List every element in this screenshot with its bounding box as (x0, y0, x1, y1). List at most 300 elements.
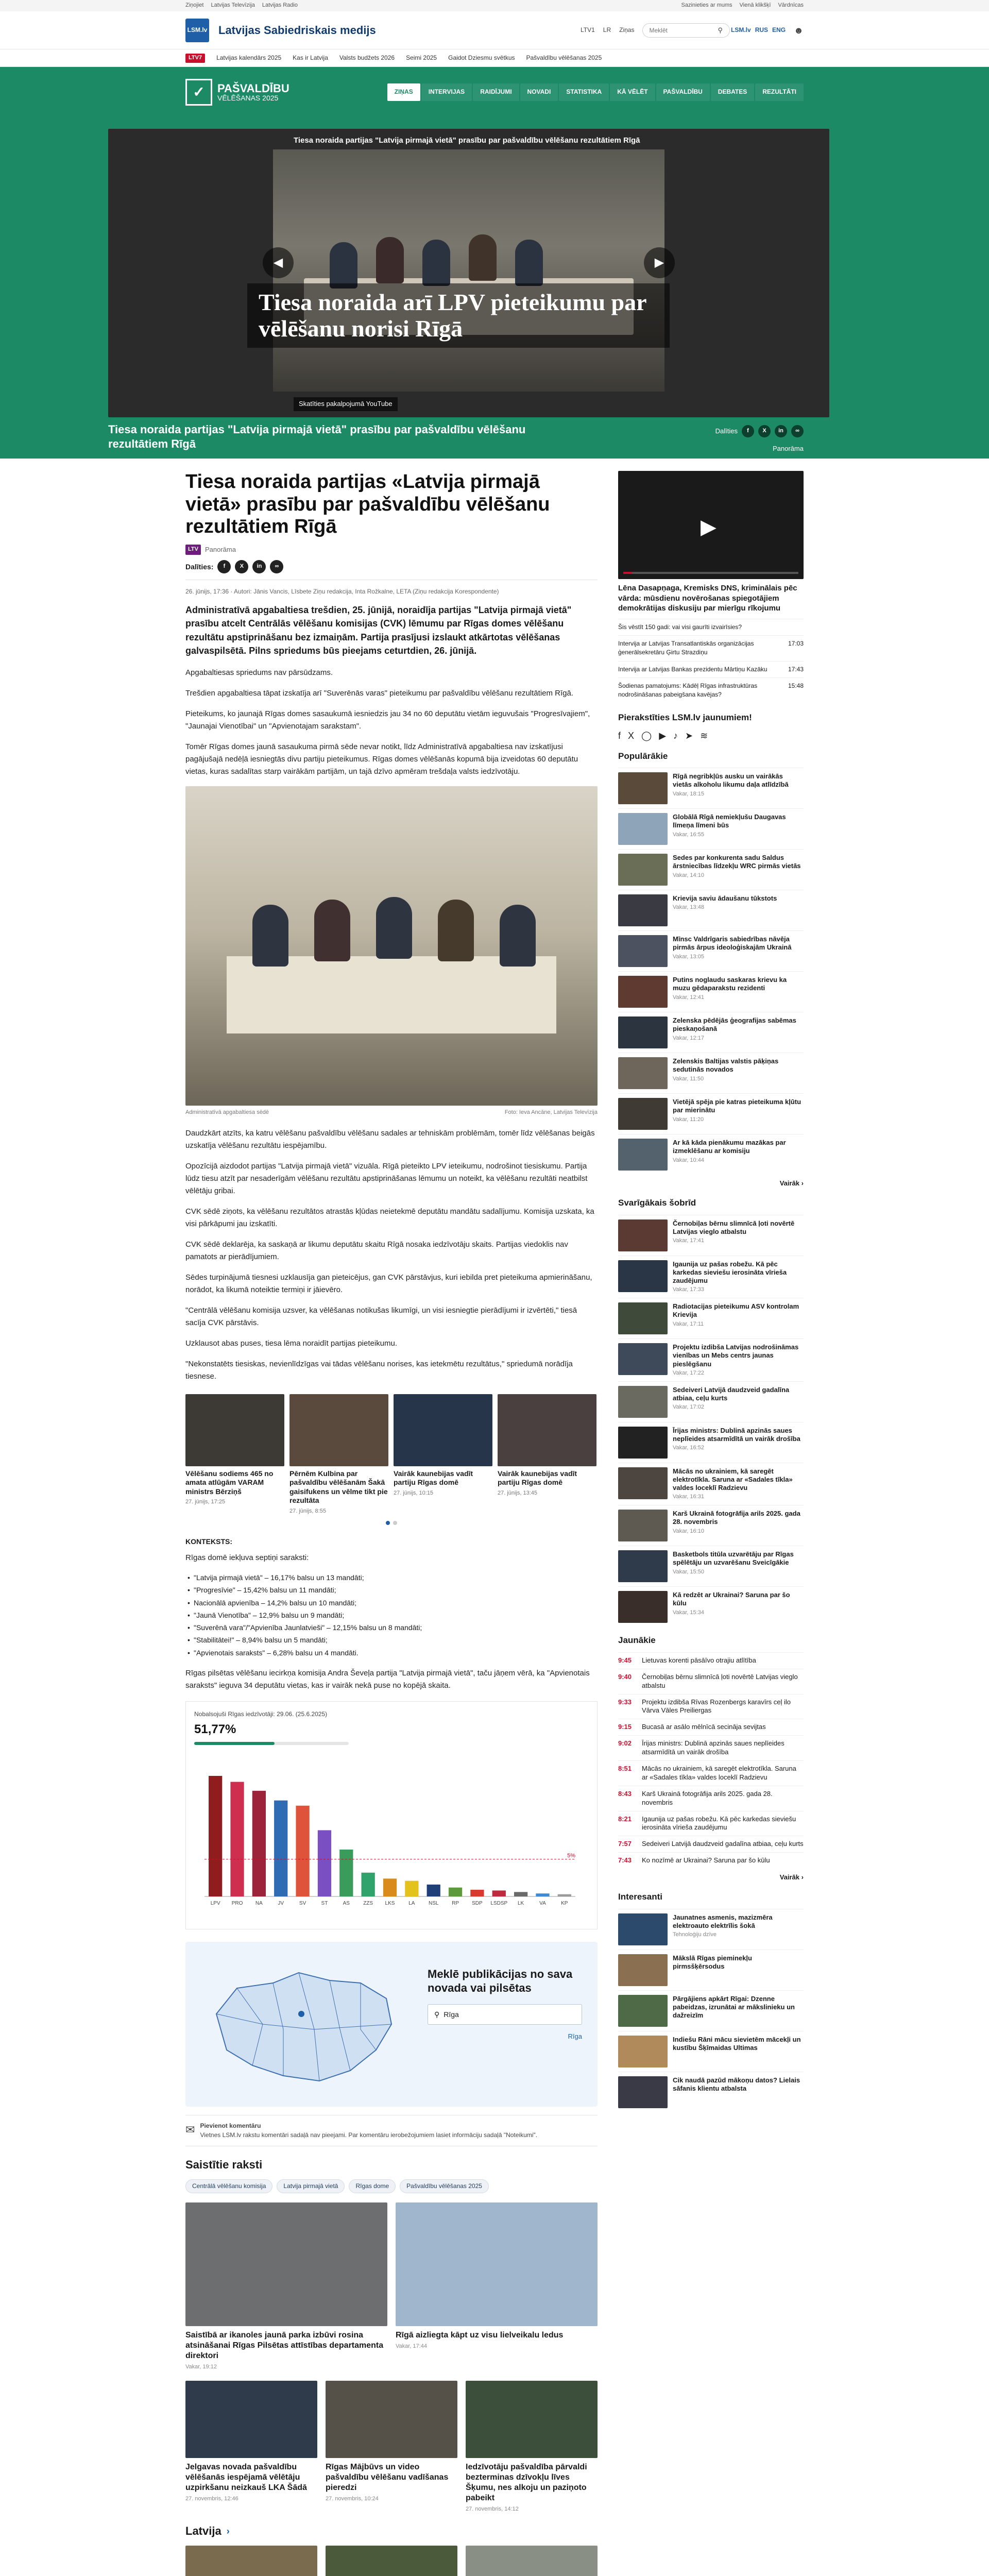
chart-bar[interactable] (470, 1890, 484, 1896)
person-shape (376, 237, 404, 283)
lang-en[interactable]: ENG (772, 26, 786, 34)
interesting-item[interactable] (618, 1950, 804, 1990)
popular-item-title: Vietējā spēja pie katras pieteikuma kļūtu par mierinātu (673, 1098, 802, 1114)
body-paragraph: "Nekonstatēts tiesiskas, nevienlīdzīgas vai tādas vēlēšanu norises, kas ietekmētu rezultātus," spriedumā norādīja tiesnese. (185, 1359, 573, 1381)
person-shape (252, 905, 288, 967)
important-item[interactable] (618, 1381, 804, 1422)
important-item-date: Vakar, 17:02 (673, 1404, 704, 1411)
latest-title-text: Lietuvas korenti pāsāīvo otrajiu atlītība (642, 1656, 756, 1664)
user-icon[interactable]: ☻ (794, 25, 804, 36)
related-card[interactable] (394, 1394, 492, 1516)
popular-item[interactable] (618, 971, 804, 1012)
related-title: Pērnēm Kulbina par pašvaldību vēlēšanām Šakā gaisifukens un vēlme tikt pie rezultāta (289, 1469, 388, 1505)
chart-bar[interactable] (536, 1893, 549, 1896)
popular-item[interactable] (618, 1053, 804, 1093)
election-nav-item[interactable]: NOVADI (520, 83, 558, 100)
latest-time: 9:15 (618, 1723, 632, 1731)
chart-category-label: SV (299, 1901, 306, 1907)
result-item: • "Stabilitātei!" – 8,94% balsu un 5 mandāti; (185, 1635, 598, 1645)
video-frame[interactable] (108, 129, 829, 417)
popular-heading (618, 750, 804, 763)
important-item-title: Sedeiveri Latvijā daudzveid gadalīna atbiaa, ceļu kurts (673, 1385, 790, 1402)
chart-category-label: LK (518, 1901, 524, 1907)
latest-item[interactable] (618, 1719, 804, 1735)
next-arrow-icon[interactable]: ▶ (644, 247, 675, 278)
tag[interactable]: Centrālā vēlēšanu komisija (185, 2179, 272, 2193)
interesting-item-title: Jaunatnes asmenis, mazizmēra elektroauto elektrīlis šokā (673, 1913, 773, 1929)
latest-item[interactable] (618, 1669, 804, 1694)
popular-item-date: Vakar, 10:44 (673, 1157, 704, 1163)
more-link[interactable] (618, 1873, 804, 1883)
link-icon[interactable]: ∞ (270, 560, 283, 573)
main-content (185, 459, 804, 2576)
latest-time: 8:51 (618, 1764, 632, 1772)
popular-item-date: Vakar, 12:17 (673, 1035, 704, 1041)
source-link[interactable]: Panorāma (204, 545, 236, 553)
play-icon[interactable]: ▶ (701, 516, 717, 538)
language-switcher (731, 26, 786, 35)
chart-bar[interactable] (449, 1888, 462, 1896)
interesting-title: Interesanti (618, 1891, 662, 1902)
card-image (326, 2546, 457, 2576)
results-bar-chart (194, 1752, 586, 1917)
chart-bar[interactable] (427, 1885, 440, 1896)
hero-share (715, 425, 804, 437)
hero-program-link[interactable]: Panorāma (773, 445, 804, 452)
result-item: • "Apvienotais saraksts" – 6,28% balsu un 4 mandāti. (185, 1648, 598, 1658)
latest-item[interactable] (618, 1760, 804, 1786)
latest-time: 9:33 (618, 1698, 632, 1706)
chart-bar[interactable] (339, 1850, 353, 1896)
chart-category-label: LA (408, 1901, 415, 1907)
chart-bar[interactable] (230, 1782, 244, 1896)
live-badge[interactable]: LTV7 (185, 54, 205, 63)
topic-link[interactable]: Seimi 2025 (406, 54, 437, 62)
topic-link[interactable]: Kas ir Latvija (293, 54, 328, 62)
chart-bar[interactable] (252, 1791, 266, 1896)
election-logo[interactable] (185, 79, 289, 106)
popular-item[interactable] (618, 890, 804, 930)
important-thumb (618, 1302, 668, 1334)
video-caption: Tiesa noraida arī LPV pieteikumu par vēlēšanu norisi Rīgā (247, 283, 670, 348)
masthead-right (581, 23, 804, 38)
chart-category-label: ZZS (363, 1901, 373, 1907)
chart-category-label: NA (255, 1901, 263, 1907)
related-card[interactable] (289, 1394, 388, 1516)
topic-strip (0, 49, 989, 67)
interesting-thumb (618, 1995, 668, 2027)
results-list (185, 1572, 598, 1658)
site-title[interactable]: Latvijas Sabiedriskais medijs (218, 24, 376, 37)
region-link[interactable]: Rīga (568, 2032, 582, 2041)
chart-title: Nobalsojuši Rīgas iedzīvotāji: 29.06. (25.6.2025) (194, 1710, 328, 1718)
latvia-map-svg (196, 1952, 402, 2096)
video-list-item[interactable] (618, 661, 804, 677)
election-subtitle: VĒLĒŠANAS 2025 (217, 94, 279, 103)
chart-bar[interactable] (492, 1891, 506, 1897)
election-nav-item[interactable]: INTERVIJAS (421, 83, 472, 100)
sidebar-video-title[interactable]: Lēna Dasapņaga, Kremisks DNS, kriminālais pēc vārda: mūsdienu novērošanas spiegotājiem demokrātijas diskusiju par mierīgu rīkojumu (618, 584, 797, 613)
news-card[interactable] (326, 2381, 457, 2514)
election-nav (387, 83, 804, 100)
util-left (185, 2, 298, 10)
important-item-date: Vakar, 16:10 (673, 1528, 704, 1534)
news-card[interactable] (466, 2546, 598, 2576)
video-list-item[interactable] (618, 677, 804, 703)
topic-link[interactable]: Latvijas kalendārs 2025 (216, 54, 282, 62)
card-title: Iedzīvotāju pašvaldība pārvaldi bezterminas dzīvokļu līves Šķumu, nes alkoju un paziņoto pabeikt (466, 2463, 587, 2503)
facebook-icon[interactable]: f (742, 425, 754, 437)
election-nav-item[interactable]: PAŠVALDĪBU (656, 83, 710, 100)
video-list-title: Intervija ar Latvijas Bankas prezidentu Mārtiņu Kazāku (618, 665, 768, 673)
election-banner (185, 67, 804, 117)
popular-item[interactable] (618, 1012, 804, 1053)
related-date: 27. jūnijs, 17:25 (185, 1499, 226, 1505)
related-carousel (185, 1394, 598, 1516)
more-label: Vairāk (779, 1873, 800, 1882)
telegram-icon[interactable]: ➤ (685, 731, 693, 741)
popular-item-title: Zelenska pēdējās ģeografijas sabēmas pieskaņošanā (673, 1016, 796, 1033)
news-card[interactable] (396, 2202, 598, 2371)
latest-title-text: Karš Ukrainā fotogrāfija arils 2025. gada 28. novembris (642, 1789, 773, 1806)
body-paragraph: "Centrālā vēlēšanu komisija uzsver, ka vēlēšanas notikušas likumīgi, un visi iesniegtie pierādījumi ir izvērtēti," tiesā sacīja CVK pārstāvis. (185, 1306, 577, 1327)
util-link[interactable]: Vienā klikšķī (739, 2, 771, 9)
tag[interactable]: Latvija pirmajā vietā (277, 2179, 345, 2193)
chart-bar[interactable] (514, 1892, 527, 1897)
election-nav-item[interactable]: RAIDĪJUMI (473, 83, 519, 100)
chart-bar[interactable] (318, 1831, 331, 1897)
news-card[interactable] (185, 2202, 387, 2371)
facebook-icon[interactable]: f (217, 560, 231, 573)
tiktok-icon[interactable]: ♪ (673, 731, 678, 741)
chevron-right-icon: › (801, 1179, 804, 1188)
person-shape (376, 897, 412, 959)
body-paragraph: Pieteikums, ko jaunajā Rīgas domes sasaukumā iesniedzis jau 34 no 60 deputātu vietām ieguvušais "Progresīvajiem", "Jaunajai Vienotībai" un "Apvienotajam sarakstam". (185, 709, 590, 731)
election-nav-item[interactable]: DEBATES (711, 83, 754, 100)
latest-list (618, 1652, 804, 1869)
popular-item[interactable] (618, 1093, 804, 1134)
popular-thumb (618, 976, 668, 1008)
util-link[interactable]: Ziņojiet (185, 2, 204, 9)
election-nav-item[interactable]: KĀ VĒLĒT (610, 83, 655, 100)
rss-icon[interactable]: ≋ (700, 731, 708, 741)
latest-item[interactable] (618, 1852, 804, 1869)
card-date: 27. novembris, 10:24 (326, 2496, 379, 2502)
chart-category-label: ST (321, 1901, 328, 1907)
video-title[interactable]: Tiesa noraida partijas "Latvija pirmajā vietā" prasību par pašvaldību vēlēšanu rezultātiem Rīgā (294, 136, 640, 145)
result-item: • "Jaunā Vienotība" – 12,9% balsu un 9 mandāti; (185, 1610, 598, 1620)
body-paragraph: Uzklausot abas puses, tiesa lēma noraidīt partijas pieteikumu. (185, 1338, 398, 1348)
important-thumb (618, 1467, 668, 1499)
util-link[interactable]: Latvijas Radio (262, 2, 298, 9)
body-paragraph: CVK sēdē deklarēja, ka saskaņā ar likumu deputātu skaitu Rīgā nosaka iedzīvotāju skaits. Partijas viedoklis nav pamatots ar pierādījumiem. (185, 1240, 568, 1261)
popular-item[interactable] (618, 1134, 804, 1175)
channel-link[interactable]: LTV1 (581, 26, 595, 34)
lsm-logo[interactable] (185, 19, 209, 42)
latest-time: 9:02 (618, 1739, 632, 1748)
hero-caption[interactable]: Tiesa noraida partijas "Latvija pirmajā vietā" prasību par pašvaldību vēlēšanu rezultātiem Rīgā (108, 423, 526, 450)
important-thumb (618, 1427, 668, 1459)
chart-bar[interactable] (274, 1801, 287, 1896)
video-progress[interactable] (623, 572, 798, 574)
channel-link[interactable]: LR (603, 26, 611, 34)
x-icon[interactable]: X (235, 560, 248, 573)
popular-item[interactable] (618, 768, 804, 808)
search-input[interactable] (642, 23, 730, 38)
card-date: Vakar, 19:12 (185, 2364, 217, 2370)
important-item[interactable] (618, 1505, 804, 1546)
latest-title-text: Projektu izdibša Rīvas Rozenbergs karavīrs ceļ ilo Vārva Vāles Preiliergas (642, 1698, 791, 1715)
chart-category-label: LSDSP (490, 1901, 508, 1907)
popular-item-date: Vakar, 13:05 (673, 953, 704, 960)
popular-thumb (618, 1139, 668, 1171)
chart-bar[interactable] (362, 1873, 375, 1896)
chart-category-label: NSL (428, 1901, 439, 1907)
linkedin-icon[interactable]: in (252, 560, 266, 573)
election-title: PAŠVALDĪBU (217, 82, 289, 95)
interesting-item[interactable] (618, 1909, 804, 1950)
carousel-dot[interactable] (393, 1521, 397, 1525)
chart-category-label: JV (278, 1901, 284, 1907)
carousel-dot[interactable] (386, 1521, 390, 1525)
popular-thumb (618, 894, 668, 926)
important-thumb (618, 1510, 668, 1541)
youtube-link[interactable]: Skatīties pakalpojumā YouTube (294, 397, 398, 411)
news-card[interactable] (466, 2381, 598, 2514)
important-thumb (618, 1260, 668, 1292)
interesting-item-title: Pārgājiens apkārt Rīgai: Dzenne pabeidzas, izrunātai ar mākslinieku un dažreizīm (673, 1994, 795, 2020)
person-shape (438, 900, 474, 961)
person-shape (422, 240, 450, 286)
popular-thumb (618, 1098, 668, 1130)
important-item[interactable] (618, 1586, 804, 1627)
card-title: Saistībā ar ikanoles jaunā parka izbūvi rosina atsināšanai Rīgas Pilsētas attīstības departamenta direktori (185, 2331, 384, 2361)
video-list-title: Šodienas pamatojums: Kādēļ Rīgas infrastruktūras nodrošināšanas pabeigšana kavējas? (618, 682, 758, 699)
search-icon[interactable]: ⚲ (718, 26, 723, 34)
util-link[interactable]: Latvijas Televīzija (211, 2, 255, 9)
important-item-date: Vakar, 16:31 (673, 1494, 704, 1500)
interesting-item[interactable] (618, 1990, 804, 2031)
popular-item-date: Vakar, 12:41 (673, 994, 704, 1001)
interesting-item-title: Indiešu Rāni mācu sievietēm mācekļi un kustību Šķīmaidas Ultimas (673, 2035, 801, 2052)
video-list-time: 17:43 (788, 665, 804, 673)
popular-item-date: Vakar, 16:55 (673, 831, 704, 838)
comments-text: Vietnes LSM.lv rakstu komentāri sadaļā nav pieejami. Par komentāru ierobežojumiem lasiet informāciju sadaļā "Noteikumi". (200, 2131, 538, 2139)
popular-item[interactable] (618, 849, 804, 890)
important-item[interactable] (618, 1338, 804, 1381)
important-item[interactable] (618, 1215, 804, 1256)
chart-bar[interactable] (209, 1776, 222, 1896)
body-paragraph: Trešdien apgabaltiesa tāpat izskatīja arī "Suverēnās varas" pieteikumu par pašvaldību vēlēšanu rezultātiem Rīgā. (185, 688, 574, 698)
topic-link[interactable]: Valsts budžets 2026 (339, 54, 395, 62)
important-item-title: Igaunija uz pašas robežu. Kā pēc karkedas sieviešu ierosināta vīrieša zaudējumu (673, 1260, 787, 1285)
region-finder-title: Meklē publikācijas no sava novada vai pilsētas (428, 1968, 573, 1994)
article-meta: 26. jūnijs, 17:36 · Autori: Jānis Vancis, Līsbete Ziņu redakcija, Inta Rožkalne, LETA (Ziņu redakcija Korespondente) (185, 588, 499, 595)
card-title: Jelgavas novada pašvaldību vēlēšanās iespējamā vēlētāju uzpirkšanu neizkauš LKA Šādā (185, 2463, 307, 2493)
tag[interactable]: Pašvaldību vēlēšanas 2025 (400, 2179, 489, 2193)
important-item-title: Radiotacijas pieteikumu ASV kontrolam Krievija (673, 1302, 799, 1319)
util-link[interactable]: Vārdnīcas (778, 2, 804, 9)
share-label: Dalīties: (185, 562, 214, 571)
card-image (396, 2202, 598, 2326)
lang-ru[interactable]: RUS (755, 26, 769, 34)
popular-item-title: Rīgā negribkļūs ausku un vairākās vietās alkoholu likumu daļa atlīdzībā (673, 772, 789, 789)
latest-heading (618, 1634, 804, 1647)
prev-arrow-icon[interactable]: ◀ (263, 247, 294, 278)
important-item[interactable] (618, 1298, 804, 1338)
card-title: Rīgā aizliegta kāpt uz visu lielveikalu ledus (396, 2331, 564, 2340)
important-thumb (618, 1219, 668, 1251)
popular-item[interactable] (618, 808, 804, 849)
x-icon[interactable]: X (758, 425, 771, 437)
related-card[interactable] (498, 1394, 596, 1516)
latest-title-text: Igaunija uz pašas robežu. Kā pēc karkedas sieviešu ierosināta vīrieša zaudējumu (642, 1815, 796, 1832)
related-title: Vairāk kaunebijas vadīt partiju Rīgas domē (394, 1469, 473, 1487)
video-list-item[interactable] (618, 619, 804, 635)
topic-link[interactable]: Gaidot Dziesmu svētkus (448, 54, 515, 62)
latest-item[interactable] (618, 1652, 804, 1669)
latest-item[interactable] (618, 1836, 804, 1852)
linkedin-icon[interactable]: in (775, 425, 787, 437)
sidebar-video-list (618, 619, 804, 703)
news-card[interactable] (326, 2546, 457, 2576)
latvija-grid (185, 2546, 598, 2576)
popular-item[interactable] (618, 930, 804, 971)
article-title: Tiesa noraida partijas «Latvija pirmajā vietā» prasību par pašvaldību vēlēšanu rezultātiem Rīgā (185, 471, 550, 538)
popular-thumb (618, 1016, 668, 1048)
interesting-item[interactable] (618, 2072, 804, 2112)
latest-item[interactable] (618, 1811, 804, 1836)
news-card[interactable] (185, 2546, 317, 2576)
youtube-icon[interactable]: ▶ (659, 731, 667, 741)
important-item-date: Vakar, 17:22 (673, 1369, 704, 1376)
popular-item-title: Sedes par konkurenta sadu Saldus ārstniecības līdzekļu WRC pirmās vietās (673, 854, 801, 870)
latest-item[interactable] (618, 1735, 804, 1760)
follow-icons (618, 729, 804, 742)
important-item[interactable] (618, 1463, 804, 1505)
latest-item[interactable] (618, 1694, 804, 1719)
photo-caption-row (185, 1109, 598, 1117)
body-paragraph: Daudzkārt atzīts, ka katru vēlēšanu pašvaldību vēlēšanu sadales ar tehniskām problēmām, tomēr līdz vēlēšanas beigās uzskatīja vēlēšanu rezultātu iespējamību. (185, 1128, 595, 1150)
video-list-title: Intervija ar Latvijas Transatlantiskās organizācijas ģenerālsekretāru Ģirtu Strazdiņu (618, 639, 754, 656)
result-item: • "Suverēnā vara"/"Apvienība Jaunlatvieši" – 12,15% balsu un 8 mandāti; (185, 1622, 598, 1633)
important-item[interactable] (618, 1422, 804, 1463)
important-thumb (618, 1550, 668, 1582)
person-shape (314, 900, 350, 961)
lang-lv[interactable]: LSM.lv (731, 26, 751, 34)
topic-link[interactable]: Pašvaldību vēlēšanas 2025 (526, 54, 602, 62)
more-link[interactable] (618, 1179, 804, 1189)
news-card[interactable] (185, 2381, 317, 2514)
follow-heading: Pierakstīties LSM.lv jaunumiem! (618, 712, 752, 722)
util-link[interactable]: Sazinieties ar mums (681, 2, 732, 9)
important-item-date: Vakar, 15:34 (673, 1609, 704, 1616)
election-nav-item[interactable]: REZULTĀTI (755, 83, 804, 100)
util-right (681, 2, 804, 10)
related-date: 27. jūnijs, 13:45 (498, 1489, 538, 1496)
article-lead: Administratīvā apgabaltiesa trešdien, 25. jūnijā, noraidīja partijas "Latvija pirmajā vietā" prasību atcelt Centrālās vēlēšanu komisijas (CVK) lēmumu par Rīgas domes vēlēšanu rezultātu apstiprināšanu bez izmaiņām. Partija prasījusi izslaukt atkārtotas vēlēšanas galvaspilsētā. Pilns spriedums būs pieejams ceturtdien, 26. jūnijā. (185, 605, 572, 656)
context-intro: Rīgas domē iekļuva septiņi saraksti: (185, 1553, 309, 1562)
link-icon[interactable]: ∞ (791, 425, 804, 437)
chevron-right-icon: › (801, 1873, 804, 1882)
instagram-icon[interactable]: ◯ (641, 731, 652, 741)
popular-item-date: Vakar, 11:20 (673, 1116, 704, 1123)
popular-item-date: Vakar, 11:50 (673, 1075, 704, 1082)
latest-time: 8:21 (618, 1815, 632, 1823)
important-item-title: Projektu izdibša Latvijas nodrošināmas vienības un Mebs centrs jaunas pieslēgšanu (673, 1343, 799, 1368)
video-list-item[interactable] (618, 635, 804, 661)
popular-item-date: Vakar, 14:10 (673, 872, 704, 878)
popular-thumb (618, 935, 668, 967)
related-card[interactable] (185, 1394, 284, 1516)
interesting-item-sub: Tehnoloģiju dzīve (673, 1931, 717, 1938)
comments-title: Pievienot komentāru (200, 2122, 261, 2130)
chart-category-label: PRO (231, 1901, 243, 1907)
person-shape (469, 234, 497, 281)
video-player[interactable] (108, 129, 829, 417)
region-select[interactable] (428, 2004, 582, 2025)
important-item-date: Vakar, 16:52 (673, 1445, 704, 1451)
important-item[interactable] (618, 1256, 804, 1298)
interesting-item[interactable] (618, 2031, 804, 2072)
body-paragraph: CVK sēdē ziņots, ka vēlēšanu rezultātos atrastās kļūdas neietekmē deputātu mandātu sadalījumu. Komisija uzskata, ka visi pārkāpumi jau izskatīti. (185, 1207, 594, 1228)
x-icon[interactable]: X (628, 731, 635, 741)
results-chart-panel (185, 1701, 598, 1929)
masthead (0, 11, 989, 49)
related-thumb (394, 1394, 492, 1466)
chart-bar[interactable] (296, 1806, 309, 1896)
article-share (185, 560, 598, 580)
video-list-time: 15:48 (788, 682, 804, 690)
facebook-icon[interactable]: f (618, 731, 621, 741)
latest-title-text: Īrijas ministrs: Dublinā apzinās saues neplīeides atsarmīdītā un vairāk drošība (642, 1739, 785, 1756)
person-shape (330, 242, 357, 289)
popular-item-title: Globālā Rīgā nemiekļušu Daugavas līmeņa līmeni būs (673, 813, 786, 829)
body-paragraph: Sēdes turpinājumā tiesnesi uzklausīja gan pieteicējus, gan CVK pārstāvjus, kuri iebilda pret pieteikuma apmierināšanu, norādot, ka likumā noteiktie termiņi ir jāievēro. (185, 1273, 592, 1294)
latvia-map[interactable] (185, 1942, 412, 2107)
related-tags-heading (185, 2157, 598, 2173)
latest-time: 9:45 (618, 1656, 632, 1664)
election-nav-item[interactable]: ZIŅAS (387, 83, 420, 100)
card-image (466, 2381, 598, 2458)
card-date: Vakar, 17:44 (396, 2343, 427, 2350)
tag[interactable]: Rīgas dome (349, 2179, 396, 2193)
related-title: Vēlēšanu sodiems 465 no amata atlūgām VARAM ministrs Bērziņš (185, 1469, 274, 1496)
comment-icon: ✉ (185, 2123, 195, 2137)
chart-bar[interactable] (558, 1894, 571, 1896)
comments-box (185, 2115, 598, 2146)
related-thumb (185, 1394, 284, 1466)
related-big-grid (185, 2202, 598, 2371)
election-nav-item[interactable]: STATISTIKA (559, 83, 609, 100)
latest-item[interactable] (618, 1786, 804, 1811)
body-paragraph: Opozīcijā aizdodot partijas "Latvija pirmajā vietā" vizuāla. Rīgā pieteikto LPV ieteikumu, nodrošinot tiesiskumu. Partija lūdz tiesu atzīt par nesaderīgām vēlēšanu rezultātu apstiprināšanas lēmumu un noteikt, ka vēlēšanu rezultāti neatbilst vēlētāju gribai. (185, 1161, 588, 1195)
chart-bar[interactable] (383, 1879, 397, 1897)
lsm-logo-text: LSM.lv (187, 26, 208, 34)
video-progress-fill (623, 572, 632, 574)
important-item-title: Basketbols titūla uzvarētāju par Rīgas spēlētāju un uzvarēšanu Sveicīgākie (673, 1550, 794, 1567)
search-icon: ⚲ (434, 2010, 440, 2019)
latest-time: 9:40 (618, 1672, 632, 1681)
article-photo[interactable] (185, 786, 598, 1106)
channel-link[interactable]: Ziņas (619, 26, 635, 34)
card-image (326, 2381, 457, 2458)
section-heading-latvija[interactable] (185, 2523, 598, 2539)
chevron-right-icon: › (226, 2526, 230, 2537)
sidebar-video[interactable] (618, 471, 804, 579)
important-item[interactable] (618, 1546, 804, 1586)
chart-bar[interactable] (405, 1881, 418, 1896)
